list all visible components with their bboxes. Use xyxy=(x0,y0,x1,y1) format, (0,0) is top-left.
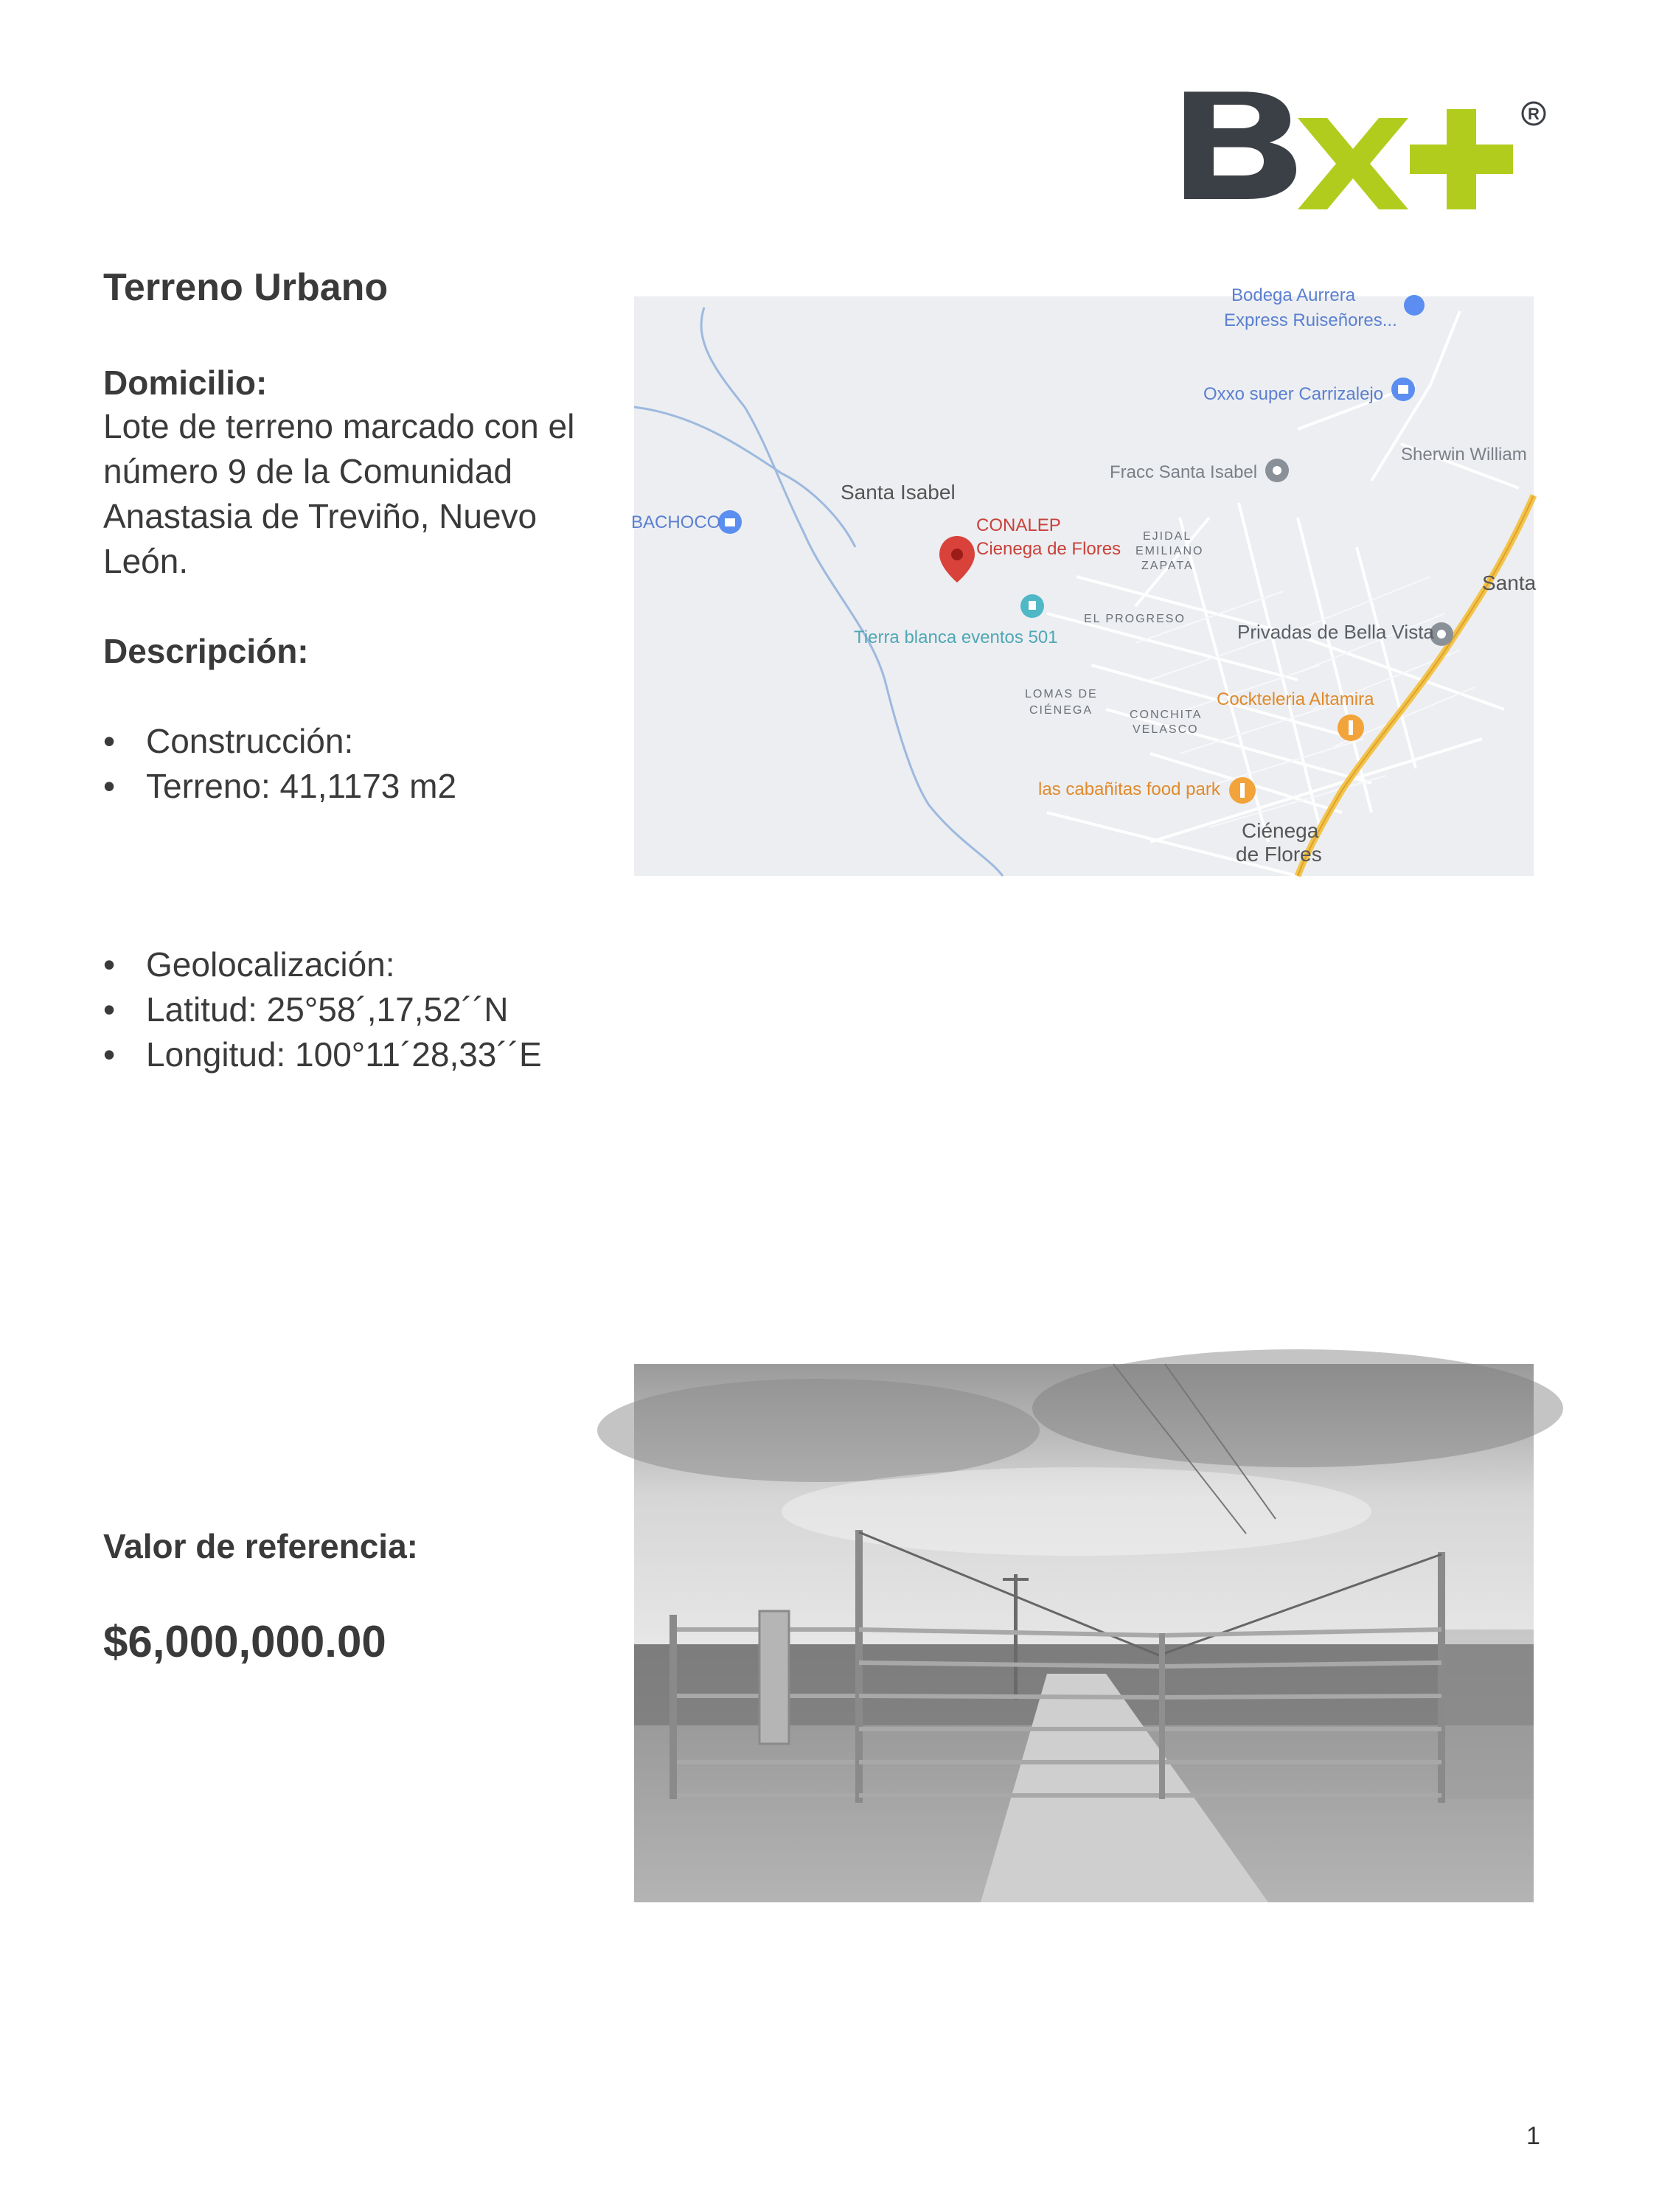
geolocation-item-longitude: • Longitud: 100°11´28,33´´E xyxy=(103,1032,542,1077)
map-label-cienega-2: de Flores xyxy=(1236,843,1322,866)
map-label-fracc: Fracc Santa Isabel xyxy=(1110,462,1258,482)
address-label: Domicilio: xyxy=(103,364,268,402)
map-label-oxxo: Oxxo super Carrizalejo xyxy=(1203,384,1384,404)
store-pin-icon xyxy=(718,510,742,534)
map-label-bachoco: BACHOCO xyxy=(631,512,721,532)
map-label-ejidal-3: ZAPATA xyxy=(1141,560,1194,572)
map-label-tierra-blanca: Tierra blanca eventos 501 xyxy=(854,627,1058,647)
map-label-cabanitas: las cabañitas food park xyxy=(1038,779,1220,799)
geolocation-list xyxy=(103,942,542,1077)
map-label-conalep-2: Cienega de Flores xyxy=(976,539,1121,559)
map-label-progreso: EL PROGRESO xyxy=(1084,613,1186,625)
store-pin-icon xyxy=(1404,295,1425,316)
map-label-bodega: Bodega Aurrera xyxy=(1231,285,1356,305)
reference-value-amount: $6,000,000.00 xyxy=(103,1617,386,1666)
reference-value-label: Valor de referencia: xyxy=(103,1527,418,1565)
property-photo xyxy=(634,1364,1534,1902)
registered-mark: R xyxy=(1528,105,1540,123)
map-label-lomas-2: CIÉNEGA xyxy=(1029,704,1093,717)
map-label-privadas: Privadas de Bella Vista xyxy=(1237,621,1434,643)
address-text: Lote de terreno marcado con el número 9 de la Comunidad Anastasia de Treviño, Nuevo León. xyxy=(103,407,575,580)
page-title: Terreno Urbano xyxy=(103,266,389,309)
page-number: 1 xyxy=(1526,2122,1540,2150)
map-label-ejidal: EJIDAL xyxy=(1143,530,1192,543)
description-item-terrain: • Terreno: 41,1173 m2 xyxy=(103,764,456,809)
location-map xyxy=(631,285,1537,876)
map-label-cienega: Ciénega xyxy=(1242,819,1319,842)
description-label: Descripción: xyxy=(103,632,309,670)
geolocation-item-heading: • Geolocalización: xyxy=(103,942,542,987)
geolocation-item-latitude: • Latitud: 25°58´,17,52´´N xyxy=(103,987,542,1032)
map-label-cockteleria: Cockteleria Altamira xyxy=(1217,689,1374,709)
map-label-conchita-2: VELASCO xyxy=(1133,723,1199,736)
map-label-conalep: CONALEP xyxy=(976,515,1061,535)
description-item-construction: • Construcción: xyxy=(103,719,456,764)
map-label-express: Express Ruiseñores... xyxy=(1224,310,1397,330)
restaurant-pin-icon xyxy=(1338,714,1364,741)
map-label-sherwin: Sherwin William xyxy=(1401,445,1527,465)
bx-plus-logo xyxy=(1180,88,1563,218)
restaurant-pin-icon xyxy=(1229,777,1256,804)
map-label-santa-isabel: Santa Isabel xyxy=(841,481,956,504)
store-pin-icon xyxy=(1391,378,1415,401)
map-label-santa: Santa xyxy=(1482,571,1537,594)
map-label-lomas: LOMAS DE xyxy=(1025,688,1098,700)
venue-pin-icon xyxy=(1020,594,1044,618)
description-list xyxy=(103,719,456,809)
place-pin-icon xyxy=(1265,459,1289,482)
map-label-conchita: CONCHITA xyxy=(1130,709,1203,721)
map-label-ejidal-2: EMILIANO xyxy=(1135,545,1204,557)
